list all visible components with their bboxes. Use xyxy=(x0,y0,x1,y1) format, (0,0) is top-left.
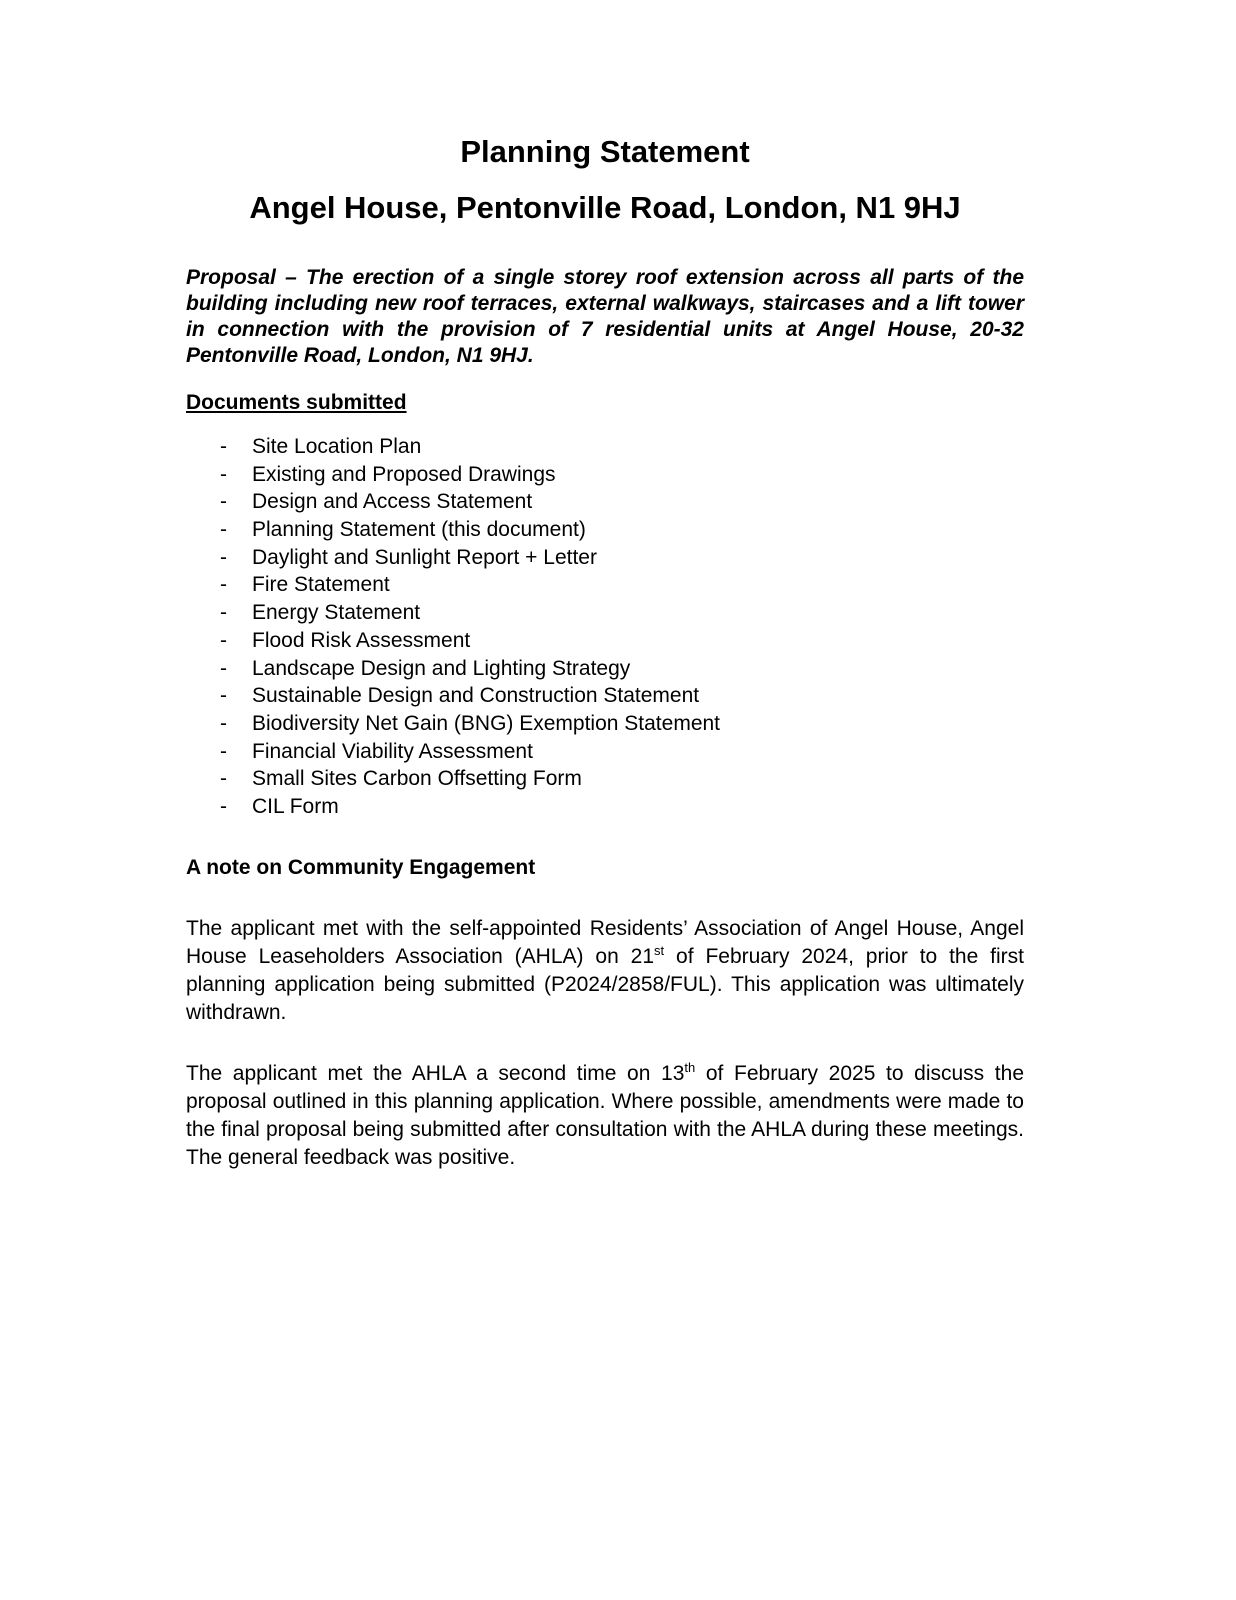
paragraph-text: The applicant met with the self-appointed Residents’ Association of Angel House, Angel House Leaseholders Association (AHLA) on 21 xyxy=(186,917,1024,968)
bullet-dash: - xyxy=(220,656,227,680)
documents-heading: Documents submitted xyxy=(186,391,407,414)
document-name: Small Sites Carbon Offsetting Form xyxy=(252,767,582,791)
bullet-dash: - xyxy=(220,462,227,486)
bullet-dash: - xyxy=(220,739,227,763)
document-name: Biodiversity Net Gain (BNG) Exemption Statement xyxy=(252,711,721,735)
document-name: Sustainable Design and Construction Statement xyxy=(252,684,700,708)
document-name: Energy Statement xyxy=(252,601,421,625)
bullet-dash: - xyxy=(220,684,227,708)
document-name: Existing and Proposed Drawings xyxy=(252,462,556,486)
paragraph-text: of February 2024, prior to the first planning application being submitted (P2024/2858/FUL). This application was ultimately withdrawn. xyxy=(186,945,1025,1024)
bullet-dash: - xyxy=(220,711,227,735)
document-name: Financial Viability Assessment xyxy=(252,739,533,763)
paragraph-text: The applicant met the AHLA a second time on 13 xyxy=(186,1062,685,1085)
bullet-dash: - xyxy=(220,490,227,514)
bullet-dash: - xyxy=(220,435,227,458)
community-engagement-heading: A note on Community Engagement xyxy=(186,856,536,879)
community-paragraph-1 xyxy=(186,915,1024,1027)
bullet-dash: - xyxy=(220,628,227,652)
proposal-text: Proposal – The erection of a single storey roof extension across all parts of the building including new roof terraces, external walkways, staircases and a lift tower in connection with the provision of 7 residential units at Angel House, 20-32 Pentonville Road, London, N1 9HJ. xyxy=(186,266,1024,367)
bullet-dash: - xyxy=(220,518,227,542)
document-subtitle: Angel House, Pentonville Road, London, N1 9HJ xyxy=(249,190,961,225)
bullet-dash: - xyxy=(220,545,227,569)
bullet-dash: - xyxy=(220,573,227,597)
document-name: Flood Risk Assessment xyxy=(252,628,471,652)
bullet-dash: - xyxy=(220,794,227,818)
document-name: Fire Statement xyxy=(252,573,390,597)
ordinal-suffix: th xyxy=(684,1060,696,1075)
paragraph-text: of February 2025 to discuss the proposal outlined in this planning application. Where possible, amendments were made to the final proposal being submitted after consultation with the AHLA during these meetings. The general feedback was positive. xyxy=(186,1062,1024,1169)
community-paragraph-2 xyxy=(186,1060,1024,1172)
document-name: CIL Form xyxy=(252,794,339,818)
bullet-dash: - xyxy=(220,767,227,791)
document-title: Planning Statement xyxy=(460,134,750,169)
document-name: Design and Access Statement xyxy=(252,490,533,514)
document-name: Daylight and Sunlight Report + Letter xyxy=(252,545,597,569)
ordinal-suffix: st xyxy=(654,943,665,958)
bullet-dash: - xyxy=(220,601,227,625)
document-name: Planning Statement (this document) xyxy=(252,518,586,542)
document-name: Landscape Design and Lighting Strategy xyxy=(252,656,631,680)
document-name: Site Location Plan xyxy=(252,435,422,458)
